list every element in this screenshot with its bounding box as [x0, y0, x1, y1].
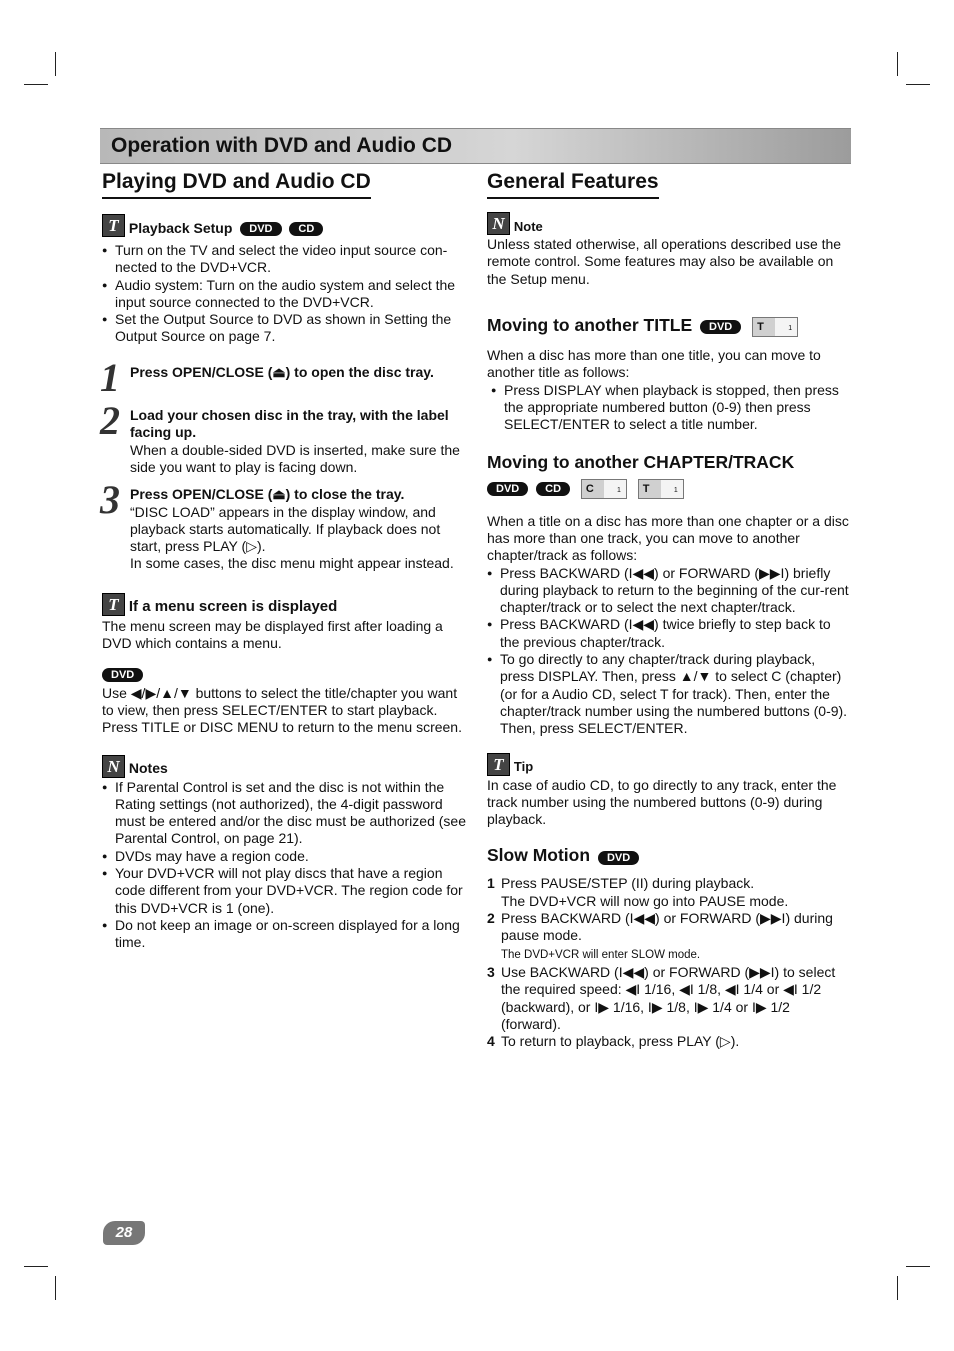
tip-text: In case of audio CD, to go directly to any track, enter the track number using the numbered buttons (0-9) during playback.: [487, 776, 837, 828]
chapter-osd-indicator: [581, 479, 627, 499]
chapter-section-heading: Moving to another CHAPTER/TRACK: [487, 451, 795, 472]
dvd-badge: DVD: [487, 482, 528, 496]
crop-mark: [897, 52, 898, 76]
crop-mark: [55, 1276, 56, 1300]
dvd-badge: DVD: [240, 222, 281, 236]
step-text: Press BACKWARD (I◀◀) or FORWARD (▶▶I) during pause mode.: [501, 910, 833, 944]
chapter-section-bullets: [487, 565, 852, 738]
step-number: 2: [487, 910, 495, 927]
crop-mark: [906, 84, 930, 85]
title-osd-indicator: [752, 317, 798, 337]
tip-icon: T: [102, 593, 125, 616]
notes-bullets: [102, 779, 467, 952]
tip-icon: T: [487, 753, 510, 776]
menu-screen-block: [102, 593, 467, 616]
step-detail: “DISC LOAD” appears in the display window, and playback starts automatically. If playback does not start, press PLAY (▷). In some cases, the disc menu might appear instead.: [130, 503, 454, 572]
title-section-header: [487, 314, 852, 337]
step-instruction: Press OPEN/CLOSE (⏏) to close the tray.: [130, 486, 405, 503]
title-section-heading: Moving to another TITLE: [487, 314, 693, 335]
crop-mark: [24, 84, 48, 85]
crop-mark: [55, 52, 56, 76]
list-item: ● Press BACKWARD (I◀◀) twice briefly to step back to the previous chapter/track.: [487, 616, 852, 651]
chapter-osd-letter: C: [585, 482, 594, 495]
menu-screen-instructions: Use ◀/▶/▲/▼ buttons to select the title/chapter you want to view, then press SELECT/ENTER to start playback. Press TITLE or DISC MENU to return to the menu screen.: [102, 684, 462, 736]
step-1: [100, 354, 467, 400]
title-section-text: When a disc has more than one title, you can move to another title as follows:: [487, 347, 821, 381]
crop-mark: [897, 1276, 898, 1300]
chapter-section-indicators: [487, 479, 852, 499]
notes-title: Notes: [128, 760, 168, 777]
menu-screen-text: The menu screen may be displayed first after loading a DVD which contains a menu.: [102, 617, 443, 652]
crop-mark: [906, 1266, 930, 1267]
step-text: Use BACKWARD (I◀◀) or FORWARD (▶▶I) to select the required speed: ◀I 1/16, ◀I 1/8, ◀I 1/4 or ◀I 1/2 (backward), or I▶ 1/16, I▶ 1/8, I▶ 1/4 or I▶ 1/2 (forward).: [501, 963, 836, 1032]
tip-icon: T: [102, 214, 125, 237]
list-item: [487, 964, 852, 1033]
title-section-bullets: [487, 382, 852, 434]
dvd-badge: DVD: [700, 320, 741, 334]
list-item: ● Turn on the TV and select the video input source con-nected to the DVD+VCR.: [102, 242, 467, 277]
page-number: 28: [103, 1221, 145, 1245]
chapter-section-text: When a title on a disc has more than one chapter or a disc has more than one track, you can move to another chapter/track as follows:: [487, 512, 849, 564]
step-text: To return to playback, press PLAY (▷).: [501, 1033, 740, 1050]
cd-badge: CD: [289, 222, 323, 236]
crop-mark: [24, 1266, 48, 1267]
tip-title: Tip: [513, 759, 534, 775]
list-item: [487, 910, 852, 964]
list-item: [487, 875, 852, 910]
list-item: ● Do not keep an image or on-screen displayed for a long time.: [102, 917, 467, 952]
track-osd-letter: T: [642, 482, 650, 495]
step-number: 2: [100, 398, 120, 444]
note-icon: N: [487, 212, 510, 235]
note-title: Note: [513, 218, 543, 234]
left-column: [102, 170, 467, 952]
step-number: 3: [100, 477, 120, 523]
osd-number: 1: [788, 325, 793, 333]
list-item: ● Your DVD+VCR will not play discs that have a region code different from your DVD+VCR. The region code for this DVD+VCR is 1 (one).: [102, 865, 467, 917]
osd-number: 1: [617, 486, 621, 494]
notes-block: [102, 755, 467, 778]
left-section-heading: Playing DVD and Audio CD: [102, 170, 371, 199]
slow-motion-header: [487, 844, 852, 866]
step-number: 4: [487, 1033, 495, 1050]
step-2: [100, 398, 467, 476]
step-instruction: Load your chosen disc in the tray, with the label facing up.: [130, 407, 449, 441]
dvd-badge: DVD: [598, 851, 639, 865]
list-item: ● DVDs may have a region code.: [102, 848, 467, 865]
setup-bullets: [102, 242, 467, 346]
slow-motion-heading: Slow Motion: [487, 845, 591, 866]
step-instruction: Press OPEN/CLOSE (⏏) to open the disc tray.: [130, 363, 434, 380]
list-item: ● Audio system: Turn on the audio system and select the input source connected to the DVD+VCR.: [102, 277, 467, 312]
menu-screen-title: If a menu screen is displayed: [128, 598, 338, 616]
step-number: 1: [487, 875, 495, 892]
playback-setup-block: [102, 214, 467, 237]
step-number: 1: [100, 354, 120, 400]
dvd-badge: DVD: [102, 668, 143, 682]
page-title: Operation with DVD and Audio CD: [111, 134, 453, 157]
list-item: ● Press DISPLAY when playback is stopped, then press the appropriate numbered button (0-9) then press SELECT/ENTER to select a title number.: [491, 382, 852, 434]
right-column: [487, 170, 852, 1050]
osd-number: 1: [673, 486, 678, 494]
playback-setup-title: Playback Setup: [128, 219, 233, 236]
list-item: [487, 1033, 852, 1050]
step-small-text: The DVD+VCR will enter SLOW mode.: [501, 948, 701, 961]
step-number: 3: [487, 963, 495, 980]
list-item: ● Press BACKWARD (I◀◀) or FORWARD (▶▶I) briefly during playback to return to the beginning of the cur-rent chapter/track or to select the next chapter/track.: [487, 565, 852, 617]
cd-badge: CD: [536, 482, 570, 496]
step-3: [100, 477, 467, 572]
note-icon: N: [102, 755, 125, 778]
tip-block: [487, 753, 852, 776]
list-item: ● To go directly to any chapter/track during playback, press DISPLAY. Then, press ▲/▼ to select C (chapter) (or for a Audio CD, select T for track). Then, enter the chapter/track number using the numbered buttons (0-9). Then, press SELECT/ENTER.: [487, 651, 852, 737]
note-text: Unless stated otherwise, all operations described use the remote control. Some features may also be available on the Setup menu.: [487, 236, 842, 287]
right-section-heading: General Features: [487, 170, 659, 199]
slow-motion-steps: [487, 875, 852, 1050]
section-header-bar: [100, 128, 851, 164]
step-text: Press PAUSE/STEP (II) during playback. The DVD+VCR will now go into PAUSE mode.: [501, 875, 789, 909]
step-detail: When a double-sided DVD is inserted, make sure the side you want to play is facing down.: [130, 441, 460, 475]
title-osd-letter: T: [757, 321, 764, 334]
list-item: ● If Parental Control is set and the disc is not within the Rating settings (not authorized), the 4-digit password must be entered and/or the disc must be authorized (see Parental Control, on page 21).: [102, 779, 467, 848]
list-item: ● Set the Output Source to DVD as shown in Setting the Output Source on page 7.: [102, 311, 467, 346]
note-block: [487, 212, 852, 235]
track-osd-indicator: [638, 479, 684, 499]
